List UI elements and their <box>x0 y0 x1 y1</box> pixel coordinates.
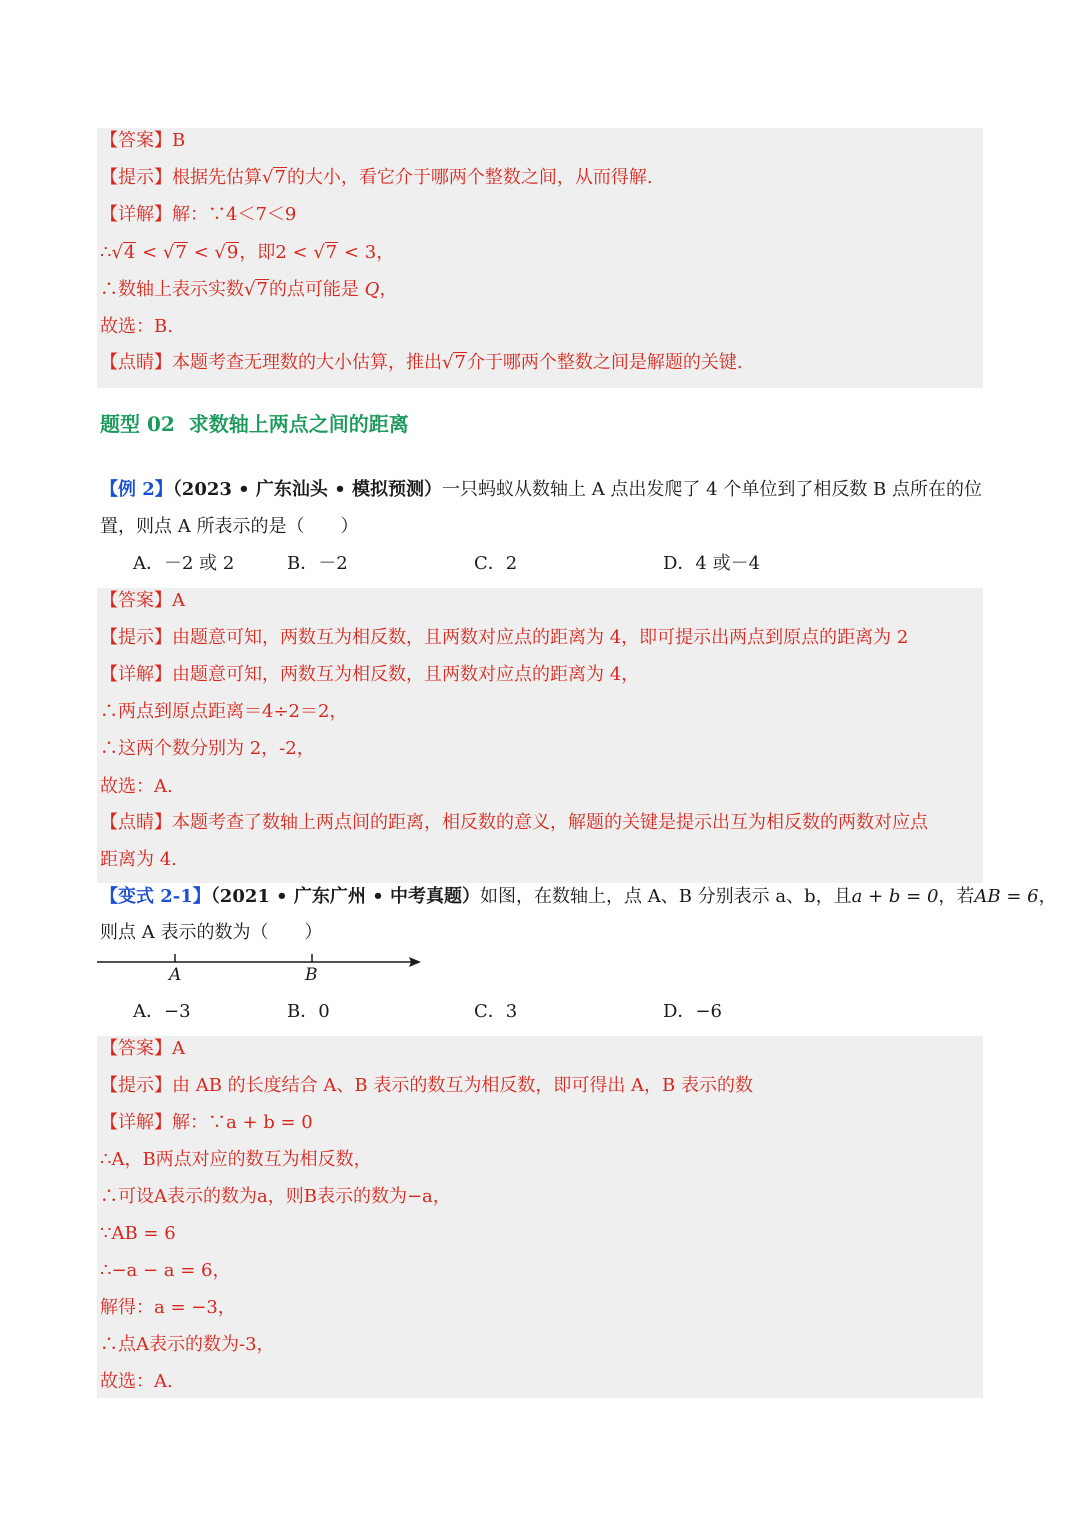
hint-line <box>100 625 908 651</box>
number-line-figure <box>97 950 427 986</box>
detail-text: 由题意可知，两数互为相反数，且两数对应点的距离为 4， <box>172 664 640 685</box>
sqrt-sign: √ <box>162 242 175 263</box>
hint-line <box>100 165 653 191</box>
example-tag: 【例 2】 <box>100 479 173 500</box>
choice-line <box>100 314 173 340</box>
conclusion-line <box>100 277 397 303</box>
hint-line <box>100 1073 753 1099</box>
step-line: ∴这两个数分别为 2，-2， <box>100 738 315 759</box>
step-line: ∴两点到原点距离＝4÷2＝2， <box>100 701 348 722</box>
answer-line <box>100 1036 185 1062</box>
radicand: 7 <box>454 352 466 373</box>
variant-tag: 【变式 2-1】 <box>100 886 211 907</box>
choice-line: 故选：A. <box>100 1371 173 1392</box>
hint-text-end: 的大小，看它介于哪两个整数之间，从而得解. <box>286 167 653 188</box>
answer-tag: 【答案】 <box>100 590 172 611</box>
conclusion-text: ∴数轴上表示实数 <box>100 279 244 300</box>
option-d: D．−6 <box>663 1001 722 1022</box>
radicand: 7 <box>274 167 286 188</box>
conclusion-mid: 的点可能是 <box>268 279 365 300</box>
review-line-2: 距离为 4. <box>100 849 177 870</box>
hint-tag: 【提示】 <box>100 167 172 188</box>
inequality-end: < 3， <box>338 242 395 263</box>
detail-tag: 【详解】 <box>100 204 172 225</box>
variant-text: ，若 <box>938 886 975 907</box>
review-line <box>100 810 928 836</box>
option-b: B．－2 <box>287 553 348 574</box>
answer-tag: 【答案】 <box>100 130 172 151</box>
option-a: A．−3 <box>133 1001 191 1022</box>
detail-line <box>100 662 639 688</box>
answer-line <box>100 128 185 154</box>
comma: ， <box>379 279 398 300</box>
section-title: 题型 02 求数轴上两点之间的距离 <box>100 412 409 436</box>
hint-text: 由题意可知，两数互为相反数，且两数对应点的距离为 4，即可提示出两点到原点的距离为 2 <box>172 627 909 648</box>
answer-value: B <box>172 130 186 151</box>
variant-text: 如图，在数轴上，点 A、B 分别表示 a、b，且 <box>479 886 852 907</box>
less-than: < <box>136 242 163 263</box>
variant-line-2: 则点 A 表示的数为（ ） <box>100 922 323 943</box>
sqrt-sign: √ <box>214 242 226 263</box>
comma: ， <box>1038 886 1057 907</box>
answer-value: A <box>172 1038 185 1059</box>
detail-line <box>100 1110 313 1136</box>
step-line: ∵AB = 6 <box>100 1223 176 1244</box>
review-text: 本题考查无理数的大小估算，推出 <box>172 352 442 373</box>
answer-value: A <box>172 590 185 611</box>
detail-tag: 【详解】 <box>100 664 172 685</box>
sqrt-sign: √ <box>244 279 256 300</box>
hint-tag: 【提示】 <box>100 627 172 648</box>
inequality-line <box>100 240 394 266</box>
tick-label-a: A <box>169 965 182 985</box>
radicand: 7 <box>256 279 268 300</box>
review-tag: 【点睛】 <box>100 812 172 833</box>
option-d: D．4 或－4 <box>663 553 761 574</box>
option-a: A．－2 或 2 <box>133 553 235 574</box>
option-c: C．2 <box>474 553 518 574</box>
detail-line <box>100 202 296 228</box>
step-line: ∴−a − a = 6， <box>100 1260 231 1281</box>
hint-text: 由 AB 的长度结合 A、B 表示的数互为相反数，即可得出 A，B 表示的数 <box>172 1075 754 1096</box>
choice-line: 故选：A. <box>100 776 173 797</box>
choice-text: 故选：B. <box>100 316 173 337</box>
equation: AB = 6 <box>974 886 1039 907</box>
sqrt-sign: √ <box>313 242 325 263</box>
variant-line-1 <box>100 884 1057 910</box>
example-source: （2023 • 广东汕头 • 模拟预测） <box>172 479 442 500</box>
equation: a + b = 0 <box>851 886 939 907</box>
sqrt-sign: √ <box>442 352 454 373</box>
option-b: B．0 <box>287 1001 330 1022</box>
review-tag: 【点睛】 <box>100 352 172 373</box>
answer-line <box>100 588 185 614</box>
step-line: ∴A，B两点对应的数互为相反数， <box>100 1149 372 1170</box>
step-line: ∴点A表示的数为-3， <box>100 1334 275 1355</box>
hint-text: 根据先估算 <box>172 167 262 188</box>
radicand: 9 <box>226 242 239 263</box>
review-text-end: 介于哪两个整数之间是解题的关键. <box>466 352 743 373</box>
tick-label-b: B <box>305 965 318 985</box>
detail-text: 解：∵a + b = 0 <box>172 1112 313 1133</box>
variant-source: （2021 • 广东广州 • 中考真题） <box>210 886 480 907</box>
detail-tag: 【详解】 <box>100 1112 172 1133</box>
example-2-line-1 <box>100 477 982 503</box>
radicand: 7 <box>325 242 338 263</box>
answer-tag: 【答案】 <box>100 1038 172 1059</box>
step-line: 解得：a = −3， <box>100 1297 236 1318</box>
example-2-line-2 <box>100 514 358 540</box>
inequality-text: ，即2 < <box>239 242 314 263</box>
therefore-sign: ∴ <box>100 242 112 263</box>
hint-tag: 【提示】 <box>100 1075 172 1096</box>
radicand: 4 <box>123 242 136 263</box>
review-line <box>100 350 743 376</box>
detail-text: 解：∵4＜7＜9 <box>172 204 297 225</box>
sqrt-sign: √ <box>111 242 123 263</box>
point-q: Q <box>364 279 380 300</box>
option-c: C．3 <box>474 1001 518 1022</box>
review-text: 本题考查了数轴上两点间的距离，相反数的意义，解题的关键是提示出互为相反数的两数对应点 <box>172 812 928 833</box>
step-line: ∴可设A表示的数为a，则B表示的数为−a， <box>100 1186 451 1207</box>
sqrt-sign: √ <box>262 167 274 188</box>
less-than: < <box>187 242 215 263</box>
radicand: 7 <box>175 242 187 263</box>
example-text: 一只蚂蚁从数轴上 A 点出发爬了 4 个单位到了相反数 B 点所在的位 <box>441 479 982 500</box>
example-text: 置，则点 A 所表示的是（ ） <box>100 516 359 537</box>
